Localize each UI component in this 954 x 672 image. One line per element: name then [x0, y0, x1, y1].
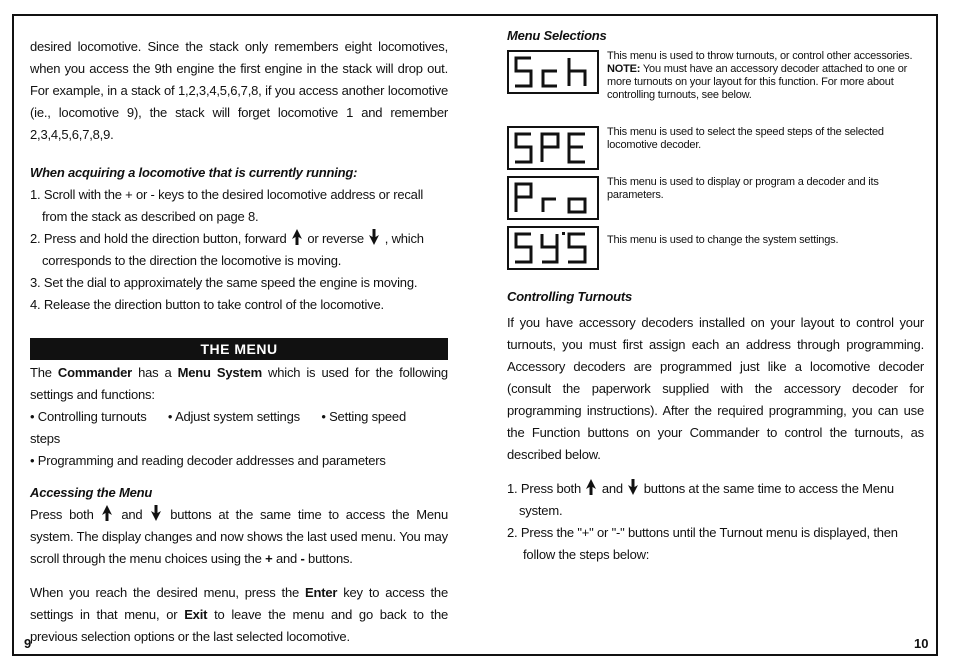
- menu-bullet-row-2: • Programming and reading decoder addresses and parameters: [30, 453, 386, 468]
- turnouts-paragraph: If you have accessory decoders installed on your layout to control your turnouts, you must first assign each an address through programming. Accessory decoders are programmed just like a locomotive decoder (consult the paperwork supplied with the accessory decoder for programming instructions). After the required programming, you can use the Function buttons on your Commander to control the turnouts, as described below.: [507, 315, 924, 462]
- lcd-pro-glyphs: [511, 180, 595, 216]
- lcd-spe-glyphs: [511, 130, 595, 166]
- lcd-sch-glyphs: [511, 54, 595, 90]
- menu-bullets-row-1: [30, 406, 448, 450]
- enter-exit-paragraph: When you reach the desired menu, press the Enter key to access the settings in that menu, or Exit to leave the menu and go back to the previous selection options or the last selected locomotive.: [30, 585, 449, 644]
- lcd-display-spe: [507, 126, 599, 170]
- turnouts-heading: Controlling Turnouts: [507, 289, 633, 304]
- turnouts-step-2: 2. Press the "+" or "-" buttons until the Turnout menu is displayed, then follow the steps below:: [507, 525, 898, 562]
- bullet-controlling-turnouts: • Controlling turnouts: [30, 409, 147, 424]
- page-number-right: 10: [914, 636, 929, 651]
- running-step-3: 3. Set the dial to approximately the same speed the engine is moving.: [30, 275, 418, 290]
- menu-desc-pro: This menu is used to display or program a decoder and its parameters.: [607, 176, 879, 201]
- forward-arrow-icon: [292, 229, 302, 245]
- running-step-4: 4. Release the direction button to take control of the locomotive.: [30, 297, 384, 312]
- forward-arrow-icon: [102, 505, 112, 521]
- page-number-left: 9: [24, 636, 32, 651]
- reverse-arrow-icon: [369, 229, 379, 245]
- lcd-display-sch: [507, 50, 599, 94]
- menu-section-title: THE MENU: [30, 338, 448, 360]
- bullet-adjust-system: • Adjust system settings: [167, 409, 300, 424]
- menu-desc-sys: This menu is used to change the system settings.: [607, 234, 839, 246]
- menu-desc-spe: This menu is used to select the speed steps of the selected locomotive decoder.: [607, 126, 884, 151]
- stack-paragraph: desired locomotive. Since the stack only remembers eight locomotives, when you access the 9th engine the first engine in the stack will drop out. For example, in a stack of 1,2,3,4,5,6,7,8, if you access another locomotive (ie., locomotive 9), the stack will forget locomotive 1 and remember 2,3,4,5,6,7,8,9.: [30, 39, 448, 142]
- accessing-heading: Accessing the Menu: [30, 485, 153, 500]
- forward-arrow-icon: [586, 479, 596, 495]
- lcd-display-pro: [507, 176, 599, 220]
- menu-desc-sch: This menu is used to throw turnouts, or control other accessories. NOTE: You must have an accessory decoder attached to one or more turnouts on your layout for this function. For more about controlling turnouts, see below.: [607, 50, 913, 101]
- running-step-1: 1. Scroll with the + or - keys to the desired locomotive address or recall from the stack as described on page 8.: [30, 187, 424, 224]
- turnouts-step-1: 1. Press both and buttons at the same time to access the Menu system.: [507, 481, 894, 518]
- reverse-arrow-icon: [151, 505, 161, 521]
- menu-item-spe: [507, 126, 924, 170]
- reverse-arrow-icon: [628, 479, 638, 495]
- lcd-display-sys: [507, 226, 599, 270]
- running-heading: When acquiring a locomotive that is currently running:: [30, 165, 358, 180]
- bullet-speed-steps: • Setting speed steps: [30, 409, 406, 446]
- menu-item-sys: [507, 226, 924, 270]
- accessing-paragraph: Press both and buttons at the same time to access the Menu system. The display changes and now shows the last used menu. You may scroll through the menu choices using the + and - buttons.: [30, 507, 448, 566]
- menu-item-sch: [507, 50, 924, 102]
- right-column: [507, 14, 924, 566]
- lcd-sys-glyphs: [511, 230, 595, 266]
- menu-item-pro: [507, 176, 924, 220]
- menu-selections-heading: Menu Selections: [507, 28, 607, 43]
- left-column: [30, 14, 448, 648]
- menu-intro: The Commander has a Menu System which is used for the following settings and functions:: [30, 365, 448, 402]
- running-step-2: 2. Press and hold the direction button, forward or reverse , which corresponds to the direction the locomotive is moving.: [30, 231, 424, 268]
